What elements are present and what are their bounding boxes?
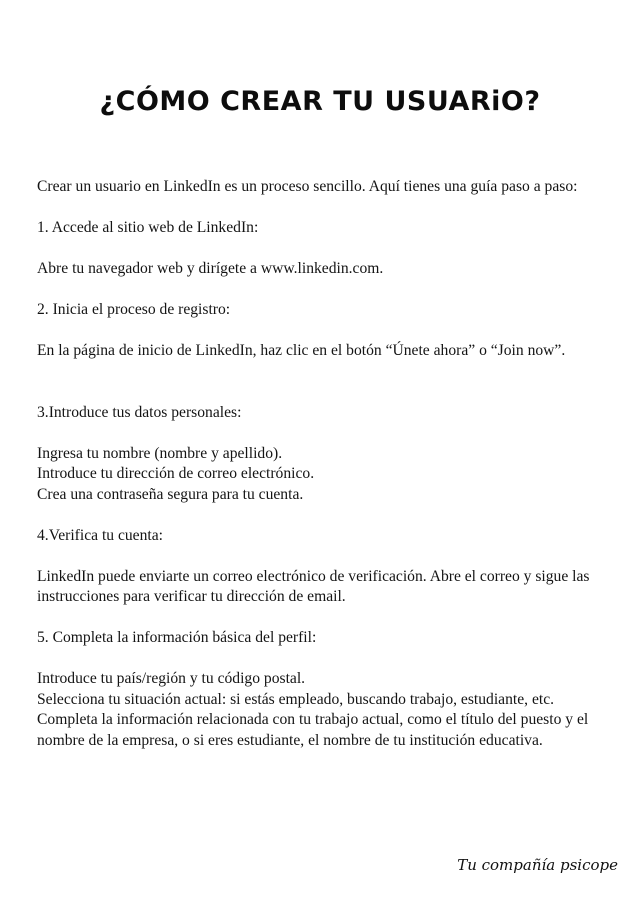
step-3-line-3: Crea una contraseña segura para tu cuenta. [37,485,304,503]
step-2-heading: 2. Inicia el proceso de registro: [37,301,231,318]
step-3-line-1: Ingresa tu nombre (nombre y apellido). [37,444,283,462]
step-5-line-3: Completa la información relacionada con tu trabajo actual, como el título del puesto y el nombre de la empresa, o si eres estudiante, el nombre de tu institución educativa. [37,711,589,749]
step-3-heading: 3.Introduce tus datos personales: [37,403,242,421]
step-5-heading: 5. Completa la información básica del perfil: [37,629,317,646]
step-4-heading: 4.Verifica tu cuenta: [37,526,163,544]
signature-text: Tu compañía psicope [457,856,618,874]
step-2-text: En la página de inicio de LinkedIn, haz clic en el botón “Únete ahora” o “Join now”. [37,342,566,359]
step-1-heading: 1. Accede al sitio web de LinkedIn: [37,219,259,236]
intro-paragraph: Crear un usuario en LinkedIn es un proceso sencillo. Aquí tienes una guía paso a paso: [37,178,578,195]
document-body [37,177,597,751]
step-3-line-2: Introduce tu dirección de correo electrónico. [37,465,315,482]
step-1-text: Abre tu navegador web y dirígete a www.linkedin.com. [37,260,384,277]
step-5-line-2: Selecciona tu situación actual: si estás empleado, buscando trabajo, estudiante, etc. [37,690,555,708]
step-4-text: LinkedIn puede enviarte un correo electrónico de verificación. Abre el correo y sigue las instrucciones para verificar tu dirección de email. [37,567,590,605]
step-5-line-1: Introduce tu país/región y tu código postal. [37,670,306,687]
page-title: ¿CÓMO CREAR TU USUARiO? [99,86,541,117]
